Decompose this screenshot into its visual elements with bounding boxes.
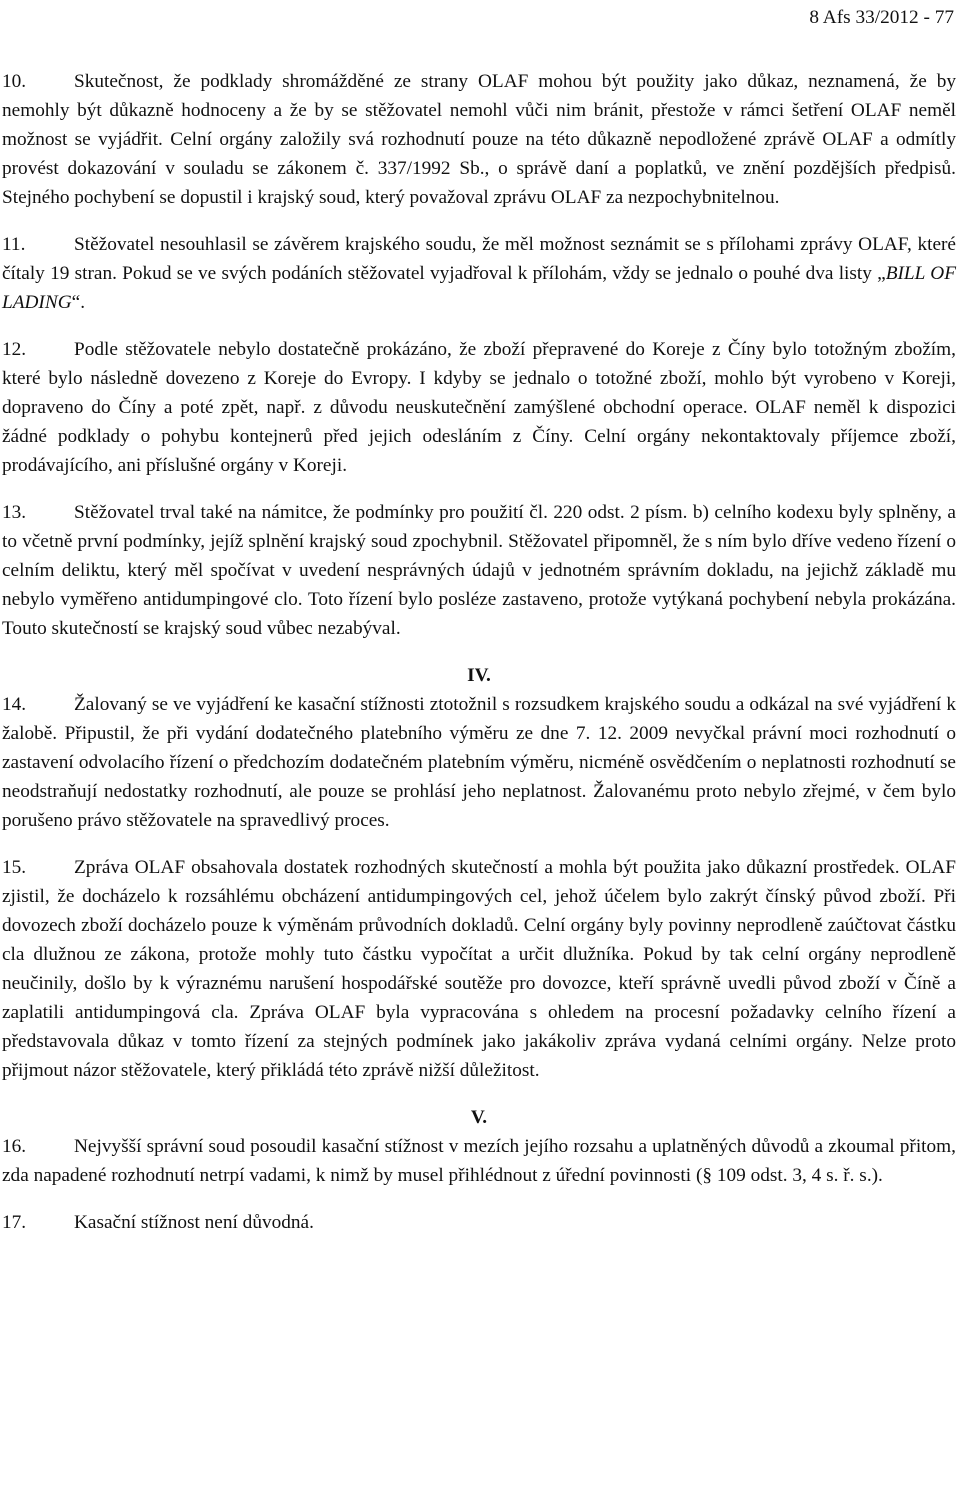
- paragraph-number: 10.: [2, 71, 27, 92]
- paragraph-14: [2, 690, 956, 835]
- paragraph-text: Zpráva OLAF obsahovala dostatek rozhodných skutečností a mohla být použita jako důkazní prostředek. OLAF zjistil, že docházelo k rozsáhlému obcházení antidumpingových cel, jehož účelem bylo zakrýt čínský původ zboží. Při dovozech zboží docházelo pouze k výměnám průvodních dokladů. Celní orgány byly povinny neprodleně zaúčtovat částku cla dlužnou ze zákona, protože mohly tuto částku vypočítat a určit dlužníka. Pokud by tak celní orgány neprodleně neučinily, došlo by k výraznému narušení hospodářské soutěže pro dovozce, kteří správně uvedli původ zboží v Číně a zaplatili antidumpingová cla. Zpráva OLAF byla vypracována s ohledem na procesní požadavky celního řízení a představovala důkaz v tomto řízení za stejných podmínek jako jakákoliv zpráva vydaná celními orgány. Nelze proto přijmout názor stěžovatele, který přikládá této zprávě nižší důležitost.: [2, 857, 956, 1081]
- paragraph-number: 14.: [2, 694, 27, 715]
- paragraph-text-end: “.: [71, 292, 86, 313]
- paragraph-text: Žalovaný se ve vyjádření ke kasační stížnosti ztotožnil s rozsudkem krajského soudu a odkázal na své vyjádření k žalobě. Připustil, že při vydání dodatečného platebního výměru ze dne 7. 12. 2009 nevyčkal právní moci rozhodnutí o zastavení odvolacího řízení o předchozím dodatečném platebním výměru, nicméně osvědčením o neplatnosti rozhodnutí se neodstraňují nedostatky rozhodnutí, ale pouze se prohlásí jeho neplatnost. Žalovanému proto nebylo zřejmé, v čem bylo porušeno právo stěžovatele na spravedlivý proces.: [2, 694, 956, 831]
- paragraph-text: Kasační stížnost není důvodná.: [74, 1212, 314, 1233]
- page-reference: 8 Afs 33/2012 - 77: [809, 7, 954, 28]
- paragraph-17: [2, 1208, 956, 1237]
- paragraph-number: 15.: [2, 857, 27, 878]
- paragraph-16: [2, 1132, 956, 1190]
- paragraph-text: Stěžovatel trval také na námitce, že podmínky pro použití čl. 220 odst. 2 písm. b) celního kodexu byly splněny, a to včetně první podmínky, jejíž splnění krajský soud zpochybnil. Stěžovatel připomněl, že s ním bylo dříve vedeno řízení o celním deliktu, který měl spočívat v uvedení nesprávných údajů v jednotném správním dokladu, na jejichž základě mu nebylo vyměřeno antidumpingové clo. Toto řízení bylo posléze zastaveno, protože vytýkaná pochybení nebyla prokázána. Touto skutečností se krajský soud vůbec nezabýval.: [2, 502, 956, 639]
- paragraph-text: Podle stěžovatele nebylo dostatečně prokázáno, že zboží přepravené do Koreje z Číny bylo totožným zbožím, které bylo následně dovezeno z Koreje do Evropy. I kdyby se jednalo o totožné zboží, mohlo být vyrobeno v Koreji, dopraveno do Číny a poté zpět, např. z důvodu neuskutečnění zamýšlené obchodní operace. OLAF neměl k dispozici žádné podklady o pohybu kontejnerů před jejich odesláním z Číny. Celní orgány nekontaktovaly příjemce zboží, prodávajícího, ani příslušné orgány v Koreji.: [2, 339, 956, 476]
- paragraph-13: [2, 498, 956, 643]
- paragraph-number: 17.: [2, 1212, 27, 1233]
- paragraph-text: Nejvyšší správní soud posoudil kasační stížnost v mezích jejího rozsahu a uplatněných důvodů a zkoumal přitom, zda napadené rozhodnutí netrpí vadami, k nimž by musel přihlédnout z úřední povinnosti (§ 109 odst. 3, 4 s. ř. s.).: [2, 1136, 956, 1186]
- paragraph-number: 13.: [2, 502, 27, 523]
- paragraph-text: Skutečnost, že podklady shromážděné ze strany OLAF mohou být použity jako důkaz, neznamená, že by nemohly být důkazně hodnoceny a že by se stěžovatel nemohl vůči nim bránit, přestože v rámci šetření OLAF neměl možnost se vyjádřit. Celní orgány založily svá rozhodnutí pouze na této důkazně nepodložené zprávě OLAF a odmítly provést dokazování v souladu se zákonem č. 337/1992 Sb., o správě daní a poplatků, ve znění pozdějších předpisů. Stejného pochybení se dopustil i krajský soud, který považoval zprávu OLAF za nezpochybnitelnou.: [2, 71, 956, 208]
- section-heading-iv: IV.: [467, 665, 491, 686]
- paragraph-number: 11.: [2, 234, 26, 255]
- paragraph-11: [2, 230, 956, 317]
- paragraph-text: Stěžovatel nesouhlasil se závěrem krajského soudu, že měl možnost seznámit se s přílohami zprávy OLAF, které čítaly 19 stran. Pokud se ve svých podáních stěžovatel vyjadřoval k přílohám, vždy se jednalo o pouhé dva listy „: [2, 234, 956, 284]
- paragraph-15: [2, 853, 956, 1085]
- paragraph-number: 16.: [2, 1136, 27, 1157]
- paragraph-12: [2, 335, 956, 480]
- paragraph-10: [2, 67, 956, 212]
- italic-term: BILL OF LADING: [2, 263, 956, 313]
- section-heading-v: V.: [470, 1107, 488, 1128]
- paragraph-number: 12.: [2, 339, 27, 360]
